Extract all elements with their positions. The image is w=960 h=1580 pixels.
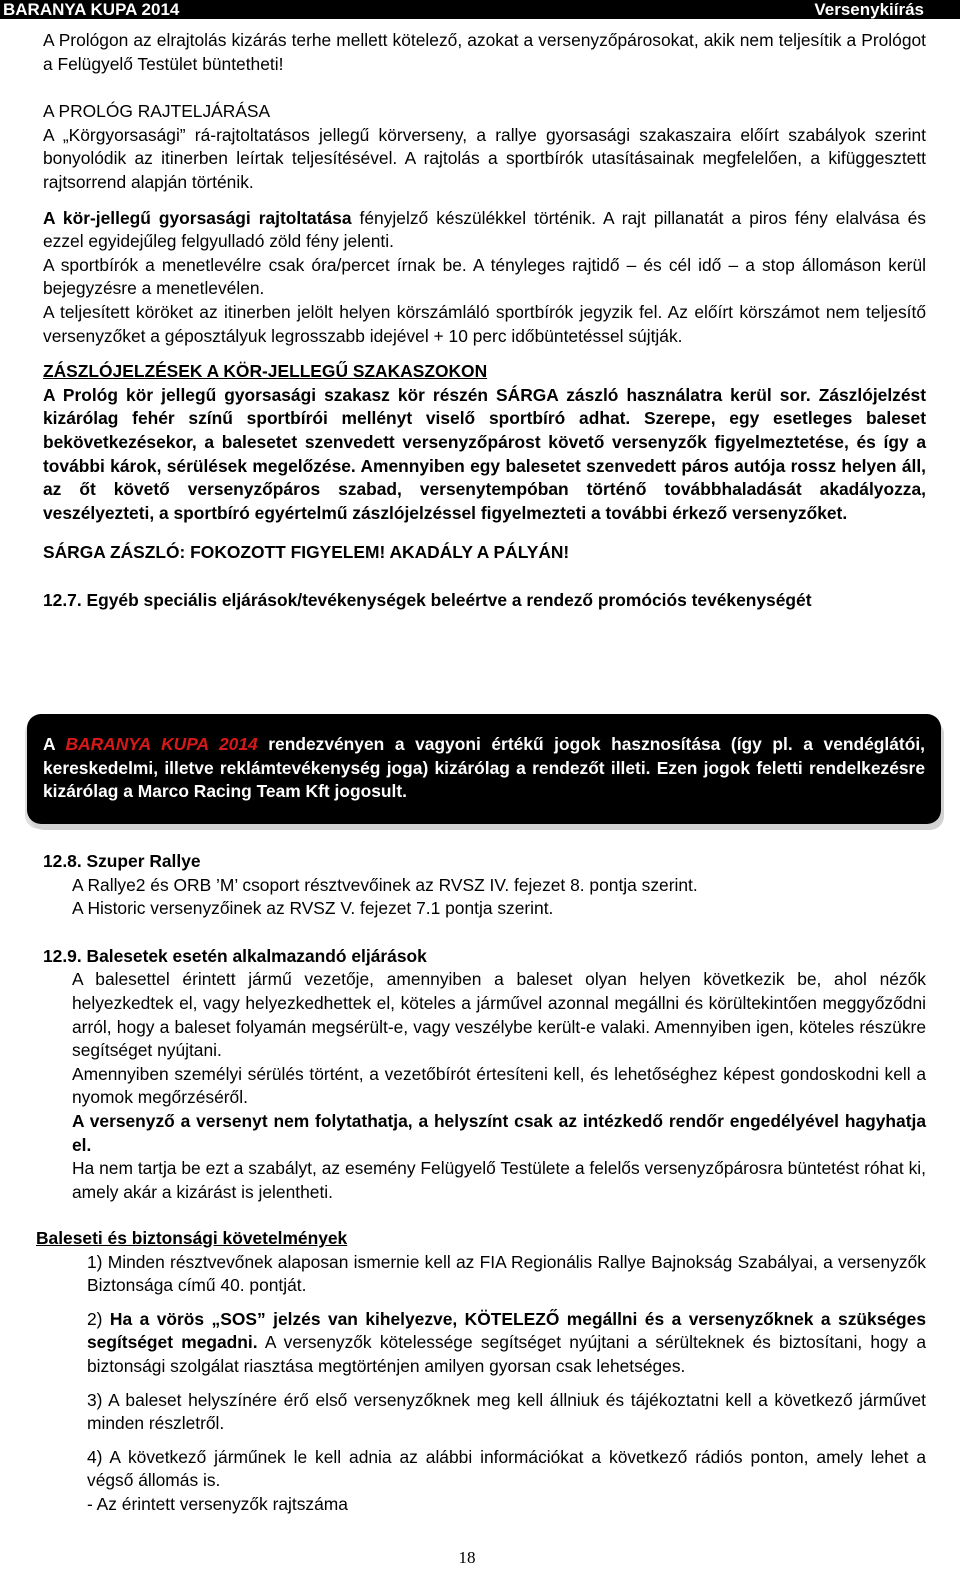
flag-paragraph: A Prológ kör jellegű gyorsasági szakasz kör részén SÁRGA zászló használatra kerül sor. Zászlójelzést kizárólag fehér színű sportbírói mellényt viselő sportbíró adhat. Szerepe, egy esetleges baleset bekövetkezésekor, a balesetet szenvedett versenyzőpárost követő versenyzők figyelmeztetése, és így a további károk, sérülések megelőzése. Amennyiben egy balesetet szenvedett páros autója rossz helyen áll, az őt követő versenyzőpáros szabad, versenytempóban történő továbbhaladását akadályozza, veszélyezteti, a sportbíró egyértelmű zászlójelzéssel figyelmezteti a további érkező versenyzőket.: [43, 384, 926, 523]
rights-notice-text: [43, 733, 925, 804]
section-12-8-line-1: A Rallye2 és ORB ’M’ csoport résztvevőinek az RVSZ IV. fejezet 8. pontja szerint.: [72, 874, 698, 895]
safety-item-4: 4) A következő járműnek le kell adnia az alábbi információkat a következő rádiós ponton, amely lehet a végső állomás is.: [87, 1446, 926, 1491]
yellow-flag-warning: SÁRGA ZÁSZLÓ: FOKOZOTT FIGYELEM! AKADÁLY A PÁLYÁN!: [43, 542, 570, 563]
section-12-9-paragraph-3: A versenyző a versenyt nem folytathatja, a helyszínt csak az intézkedő rendőr engedélyével hagyhatja el.: [72, 1110, 926, 1155]
prolog-heading: A PROLÓG RAJTELJÁRÁSA: [43, 101, 271, 122]
prolog-paragraph-1: A „Körgyorsasági” rá-rajtoltatásos jellegű körverseny, a rallye gyorsasági szakaszaira előírt szabályok szerint bonyolódik az itinerben leírtak teljesítésével. A rajtolás a sportbírók utasításainak megfelelően, a kifüggesztett rajtsorrend alapján történik.: [43, 124, 926, 192]
safety-item-2-rest: A versenyzők kötelessége segítséget nyújtani a sérülteknek és biztosítani, hogy a biztonsági szolgálat riasztása megtörténjen amilyen gyorsan csak lehetséges.: [87, 1332, 926, 1376]
section-12-9-paragraph-1: A balesettel érintett jármű vezetője, amennyiben a baleset olyan helyen következik be, ahol nézők helyezkedtek el, vagy helyezkedhettek el, köteles a járművel azonnal megállni és körültekintően meggyőződni arról, hogy a baleset folyamán megsérült-e, vagy veszélybe került-e valaki. Amennyiben igen, köteles részükre segítséget nyújtani.: [72, 969, 926, 1061]
safety-item-4-dash: - Az érintett versenyzők rajtszáma: [87, 1493, 348, 1514]
section-12-7-title: 12.7. Egyéb speciális eljárások/tevékenységek beleértve a rendező promóciós tevékenységét: [43, 589, 812, 610]
main-content: [43, 29, 926, 612]
prolog-start-bold: A kör-jellegű gyorsasági rajtoltatása: [43, 207, 352, 228]
safety-item-3: 3) A baleset helyszínére érő első versenyzőknek meg kell állniuk és tájékoztatni kell a következő járművet minden részletről.: [87, 1389, 926, 1434]
section-12-8-title: 12.8. Szuper Rallye: [43, 851, 201, 871]
section-12-9-title: 12.9. Balesetek esetén alkalmazandó eljárások: [43, 945, 427, 966]
rights-notice-prefix: A: [43, 734, 66, 754]
section-12-9-paragraph-4: Ha nem tartja be ezt a szabályt, az esemény Felügyelő Testülete a felelős versenyzőpárosra büntetést róhat ki, amely akár a kizárást is jelentheti.: [72, 1158, 926, 1202]
safety-item-1: 1) Minden résztvevőnek alaposan ismernie kell az FIA Regionális Rallye Bajnokság Szabályai, a versenyzők Biztonsága című 40. pontját.: [87, 1251, 926, 1296]
safety-item-2-bold: Ha a vörös „SOS” jelzés van kihelyezve, KÖTELEZŐ megállni és a versenyzőknek a szükséges segítséget megadni.: [87, 1308, 926, 1353]
section-12-9-paragraph-2: Amennyiben személyi sérülés történt, a vezetőbírót értesíteni kell, és lehetőséghez képest gondoskodni kell a nyomok megőrzéséről.: [72, 1063, 926, 1108]
prolog-start-rest: fényjelző készülékkel történik. A rajt pillanatát a piros fény elalvása és ezzel egyidejűleg felgyulladó zöld fény jelenti.: [43, 207, 926, 252]
page-header: [0, 0, 960, 19]
safety-requirements: [36, 1227, 926, 1517]
flag-heading: ZÁSZLÓJELZÉSEK A KÖR-JELLEGŰ SZAKASZOKON: [43, 361, 488, 382]
safety-item-2: [87, 1308, 926, 1379]
intro-paragraph: A Prológon az elrajtolás kizárás terhe mellett kötelező, azokat a versenyzőpárosokat, akik nem teljesítik a Prológot a Felügyelő Testület büntetheti!: [43, 30, 926, 74]
rights-notice-box: [27, 714, 941, 824]
section-12-8-line-2: A Historic versenyzőinek az RVSZ V. fejezet 7.1 pontja szerint.: [72, 898, 554, 919]
safety-heading: Baleseti és biztonsági követelmények: [36, 1228, 348, 1248]
rights-notice-event-name: BARANYA KUPA 2014: [65, 734, 258, 754]
page-number: 18: [458, 1548, 476, 1567]
sections-12-8-12-9: [43, 850, 926, 1204]
prolog-paragraph-2: [43, 207, 926, 254]
header-document-type: Versenykiírás: [814, 0, 924, 19]
safety-item-2-number: 2): [87, 1308, 110, 1329]
prolog-paragraph-4: A teljesített köröket az itinerben jelölt helyen körszámláló sportbírók jegyzik fel. Az előírt körszámot nem teljesítő versenyzőket a géposztályuk legrosszabb idejével + 10 perc időbüntetéssel sújtják.: [43, 301, 926, 346]
header-event-title: BARANYA KUPA 2014: [3, 0, 180, 19]
rights-notice-body: rendezvényen a vagyoni értékű jogok hasznosítása (így pl. a vendéglátói, kereskedelmi, illetve reklámtevékenység joga) kizárólag a rendezőt illeti. Ezen jogok feletti rendelkezésre kizárólag a Marco Racing Team Kft jogosult.: [43, 734, 925, 802]
prolog-paragraph-3: A sportbírók a menetlevélre csak óra/percet írnak be. A tényleges rajtidő – és cél idő – a stop állomáson kerül bejegyzésre a menetlevélen.: [43, 254, 926, 299]
